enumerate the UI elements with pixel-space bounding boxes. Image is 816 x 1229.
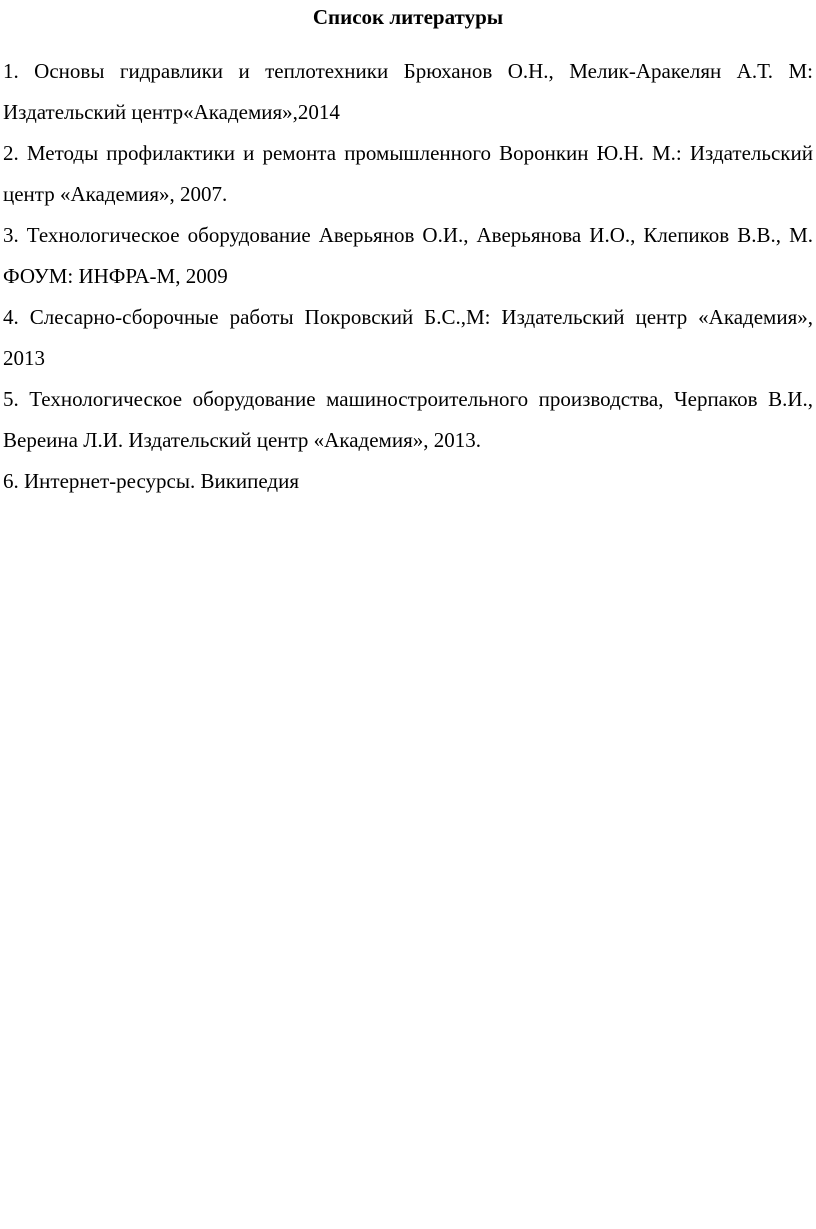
reference-item-5: 5. Технологическое оборудование машиностроительного производства, Черпаков В.И., Вереина Л.И. Издательский центр «Академия», 2013. [3, 387, 813, 452]
reference-item-1: 1. Основы гидравлики и теплотехники Брюханов О.Н., Мелик-Аракелян А.Т. М: Издательский центр«Академия»,2014 [3, 59, 813, 124]
reference-list [3, 51, 813, 502]
page-title: Список литературы [312, 5, 504, 29]
reference-item-2: 2. Методы профилактики и ремонта промышленного Воронкин Ю.Н. М.: Издательский центр «Академия», 2007. [3, 141, 813, 206]
reference-item-3: 3. Технологическое оборудование Аверьянов О.И., Аверьянова И.О., Клепиков В.В., М. ФОУМ: ИНФРА-М, 2009 [3, 223, 813, 288]
reference-item-6: 6. Интернет-ресурсы. Википедия [3, 469, 299, 493]
reference-item-4: 4. Слесарно-сборочные работы Покровский Б.С.,М: Издательский центр «Академия», 2013 [3, 305, 813, 370]
